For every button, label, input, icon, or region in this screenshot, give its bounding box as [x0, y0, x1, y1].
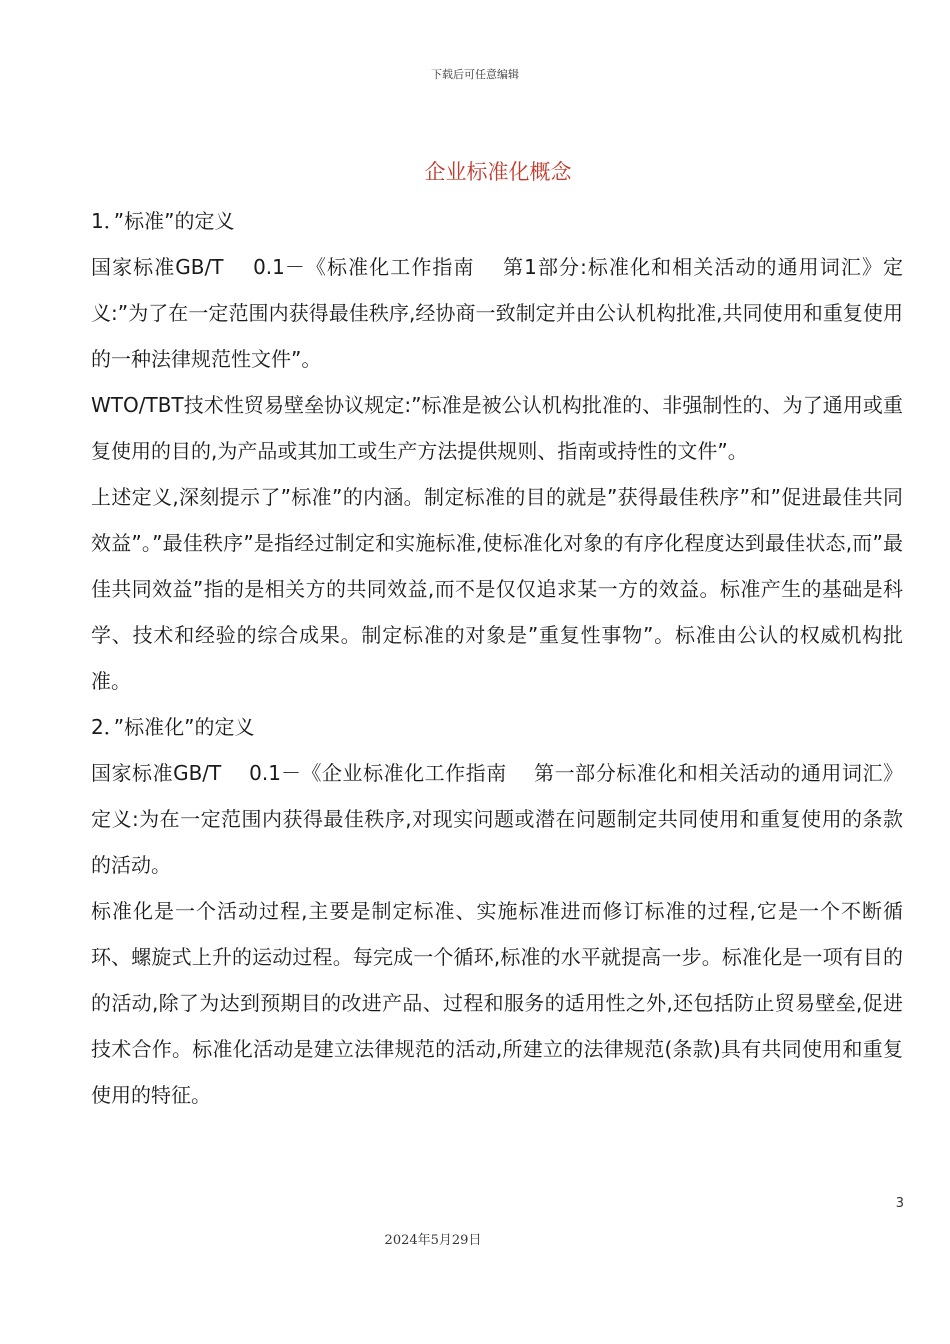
- page-header: 下载后可任意编辑: [431, 68, 519, 81]
- section-heading-standard: 1．”标准”的定义: [91, 209, 235, 233]
- paragraph-standardization-definition: 国家标准GB/T 0.1－《企业标准化工作指南 第一部分标准化和相关活动的通用词汇》定义:为在一定范围内获得最佳秩序,对现实问题或潜在问题制定共同使用和重复使用的条款的活动。: [91, 761, 903, 877]
- paragraph-wto-definition: WTO/TBT技术性贸易壁垒协议规定:”标准是被公认机构批准的、非强制性的、为了通用或重复使用的目的,为产品或其加工或生产方法提供规则、指南或持性的文件”。: [91, 393, 903, 463]
- document-title: 企业标准化概念: [424, 160, 572, 184]
- footer-date: 2024年5月29日: [384, 1233, 482, 1248]
- document-body: [91, 198, 903, 1118]
- page-number: 3: [895, 1196, 904, 1211]
- paragraph-standardization-process: 标准化是一个活动过程,主要是制定标准、实施标准进而修订标准的过程,它是一个不断循环、螺旋式上升的运动过程。每完成一个循环,标准的水平就提高一步。标准化是一项有目的的活动,除了为达到预期目的改进产品、过程和服务的适用性之外,还包括防止贸易壁垒,促进技术合作。标准化活动是建立法律规范的活动,所建立的法律规范(条款)具有共同使用和重复使用的特征。: [91, 899, 903, 1107]
- paragraph-standard-meaning: 上述定义,深刻提示了”标准”的内涵。制定标准的目的就是”获得最佳秩序”和”促进最佳共同效益”。”最佳秩序”是指经过制定和实施标准,使标准化对象的有序化程度达到最佳状态,而”最佳共同效益”指的是相关方的共同效益,而不是仅仅追求某一方的效益。标准产生的基础是科学、技术和经验的综合成果。制定标准的对象是”重复性事物”。标准由公认的权威机构批准。: [91, 485, 903, 693]
- paragraph-gb-definition: 国家标准GB/T 0.1－《标准化工作指南 第1部分:标准化和相关活动的通用词汇》定义:”为了在一定范围内获得最佳秩序,经协商一致制定并由公认机构批准,共同使用和重复使用的一种法律规范性文件”。: [91, 255, 903, 371]
- section-heading-standardization: 2．”标准化”的定义: [91, 715, 255, 739]
